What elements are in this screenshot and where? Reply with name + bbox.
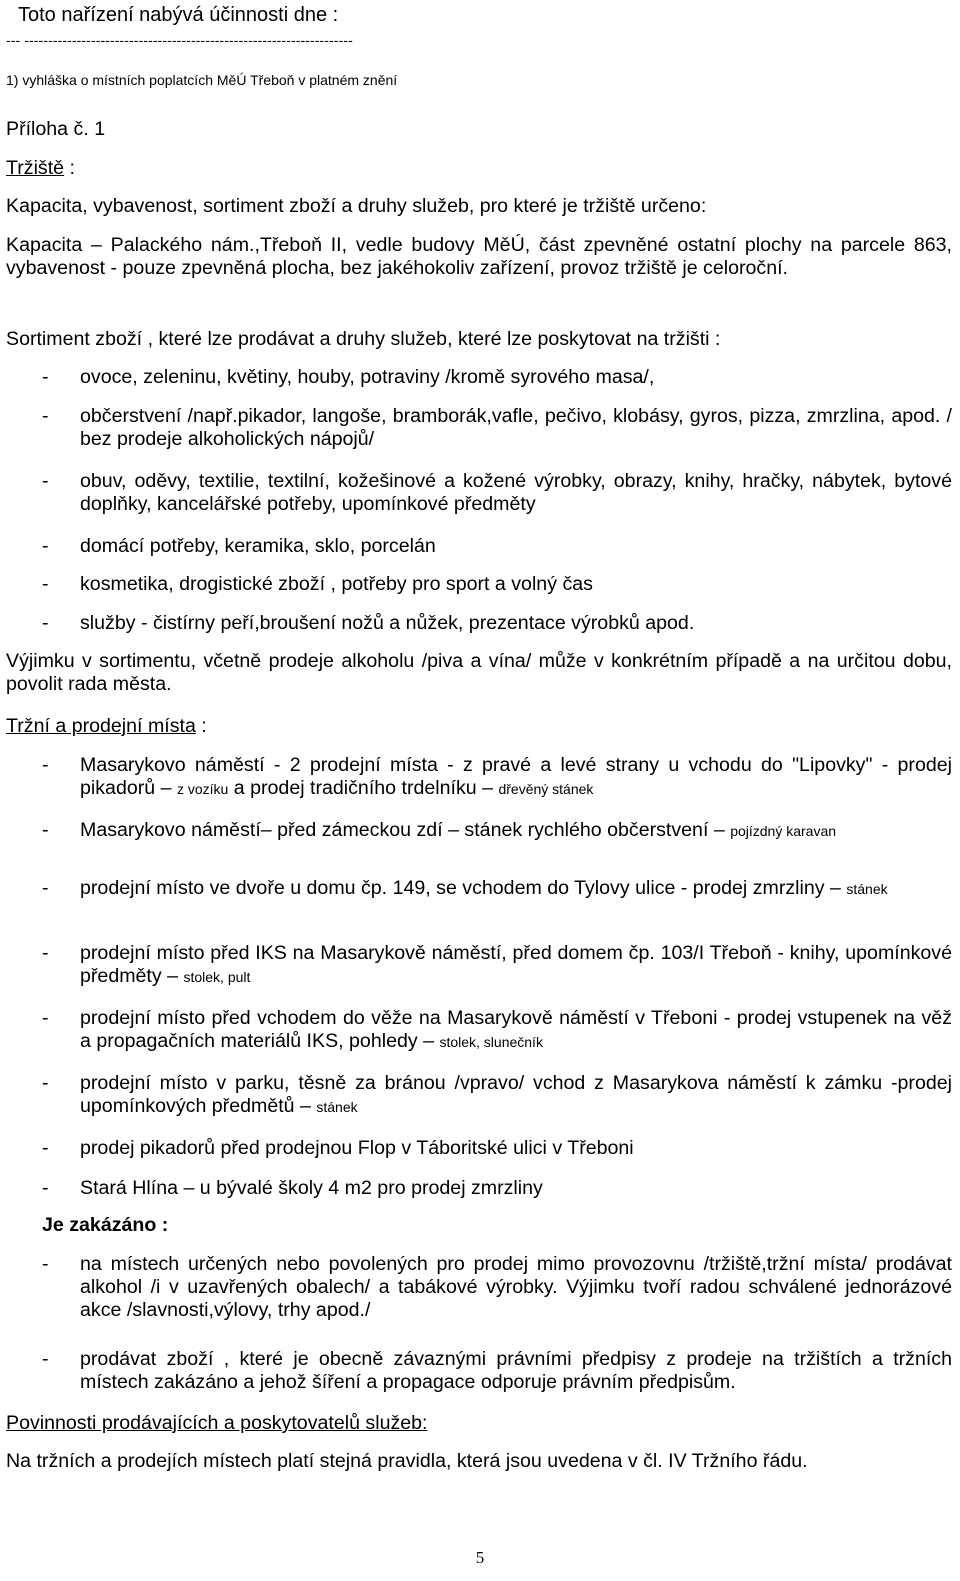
market-place-text: prodejní místo v parku, těsně za bránou /vpravo/ vchod z Masarykova náměstí k zámku -prodej upomínkových předmětů – stánek [80,1072,952,1117]
market-place-text: prodejní místo před vchodem do věže na Masarykově náměstí v Třeboni - prodej vstupenek na věž a propagačních materiálů IKS, pohledy – stolek, slunečník [80,1007,952,1052]
prohibited-heading: Je zakázáno : [42,1214,169,1236]
market-place-text: prodej pikadorů před prodejnou Flop v Táboritské ulici v Třeboni [80,1137,634,1159]
exception-paragraph: Výjimku v sortimentu, včetně prodeje alkoholu /piva a vína/ může v konkrétním případě a na určitou dobu, povolit rada města. [6,650,952,695]
market-place-text: Masarykovo náměstí– před zámeckou zdí – stánek rychlého občerstvení – pojízdný karavan [80,819,837,841]
assortment-intro: Sortiment zboží , které lze prodávat a druhy služeb, které lze poskytovat na tržišti : [6,328,721,350]
assortment-item-text: domácí potřeby, keramika, sklo, porcelán [80,535,436,557]
page-number: 5 [475,1548,485,1567]
dashed-separator: --- --------------------------------------------------------------------- [6,32,353,48]
market-places-heading-text: Tržní a prodejní místa [6,715,196,737]
duties-heading: Povinnosti prodávajících a poskytovatelů služeb: [6,1412,428,1434]
assortment-item-text: občerstvení /např.pikador, langoše, bramborák,vafle, pečivo, klobásy, gyros, pizza, zmrzlina, apod. / bez prodeje alkoholických nápojů/ [80,405,952,450]
market-place-note: dřevěný stánek [498,781,594,797]
market-heading-text: Tržiště [6,157,65,179]
assortment-item-text: obuv, oděvy, textilie, textilní, kožešinové a kožené výrobky, obrazy, knihy, hračky, nábytek, bytové doplňky, kancelářské potřeby, upomínkové předměty [80,470,952,515]
annex-label: Příloha č. 1 [6,118,106,140]
prohibited-item-text: na místech určených nebo povolených pro prodej mimo provozovnu /tržiště,tržní místa/ prodávat alkohol /i v uzavřených obalech/ a tabákové výrobky. Výjimku tvoří radou schválené jednorázové akce /slavnosti,výlovy, trhy apod./ [80,1253,952,1321]
market-place-note: stolek, slunečník [439,1034,543,1050]
market-heading [6,157,75,180]
market-place-text: Stará Hlína – u bývalé školy 4 m2 pro prodej zmrzliny [80,1177,543,1199]
market-place-note: stolek, pult [183,969,251,985]
effective-date-heading: Toto nařízení nabývá účinnosti dne : [18,4,339,26]
market-place-text: prodejní místo před IKS na Masarykově náměstí, před domem čp. 103/I Třeboň - knihy, upomínkové předměty – stolek, pult [80,942,952,987]
market-place-note: z vozíku [176,781,229,797]
repealed-regulation-note: 1) vyhláška o místních poplatcích MěÚ Třeboň v platném znění [6,72,398,88]
market-place-note: stánek [316,1099,358,1115]
market-places-heading [6,715,207,738]
market-place-text: prodejní místo ve dvoře u domu čp. 149, se vchodem do Tylovy ulice - prodej zmrzliny – stánek [80,877,888,899]
assortment-item-text: ovoce, zeleninu, květiny, houby, potraviny /kromě syrového masa/, [80,366,655,388]
capacity-paragraph: Kapacita – Palackého nám.,Třeboň II, vedle budovy MěÚ, část zpevněné ostatní plochy na parcele 863, vybavenost - pouze zpevněná plocha, bez jakéhokoliv zařízení, provoz tržiště je celoroční. [6,234,952,279]
market-place-note: stánek [846,881,888,897]
market-place-text: Masarykovo náměstí - 2 prodejní místa - z pravé a levé strany u vchodu do "Lipovky" - prodej pikadorů – z vozíku a prodej tradičního trdelníku – dřevěný stánek [80,754,952,799]
capacity-intro: Kapacita, vybavenost, sortiment zboží a druhy služeb, pro které je tržiště určeno: [6,195,707,217]
market-place-note: pojízdný karavan [730,823,837,839]
prohibited-item-text: prodávat zboží , které je obecně závaznými právními předpisy z prodeje na tržištích a tržních místech zakázáno a jehož šíření a propagace odporuje právním předpisům. [80,1348,952,1393]
market-places-heading-suffix: : [195,715,207,737]
assortment-item-text: služby - čistírny peří,broušení nožů a nůžek, prezentace výrobků apod. [80,612,695,634]
duties-paragraph: Na tržních a prodejích místech platí stejná pravidla, která jsou uvedena v čl. IV Tržního řádu. [6,1450,808,1472]
market-heading-suffix: : [64,157,75,179]
assortment-item-text: kosmetika, drogistické zboží , potřeby pro sport a volný čas [80,573,593,595]
